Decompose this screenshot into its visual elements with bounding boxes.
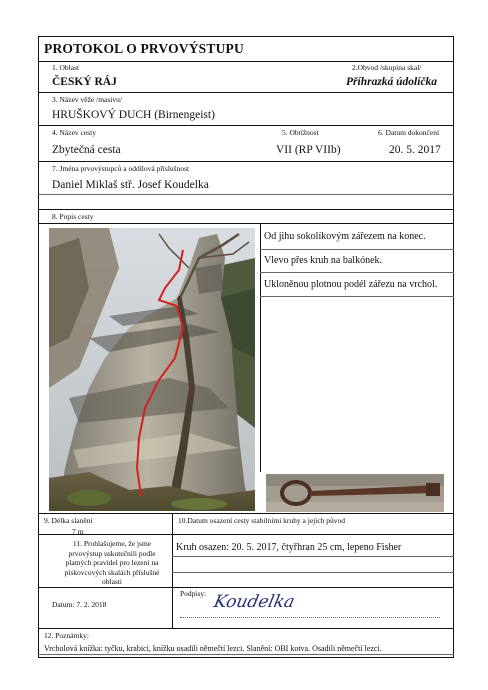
climbers-value: Daniel Miklaš stř. Josef Koudelka xyxy=(52,179,209,191)
difficulty-value: VII (RP VIIb) xyxy=(276,144,341,156)
date-completed-value: 20. 5. 2017 xyxy=(389,144,441,156)
district-label: 2.Obvod /skupina skal/ xyxy=(352,63,422,72)
description-line-1: Od jihu sokolíkovým zářezem na konec. xyxy=(264,231,426,242)
signature: Koudelka xyxy=(211,592,297,612)
description-line-2: Vlevo přes kruh na balkónek. xyxy=(264,255,383,266)
anchors-value: Kruh osazen: 20. 5. 2017, čtyřhran 25 cm, lepeno Fisher xyxy=(176,542,402,553)
district-value: Příhrazká údolíčka xyxy=(346,76,438,88)
remarks-label: 12. Poznámky: xyxy=(44,631,89,640)
climbers-label: 7. Jména prvovýstupců a oddílová příslušnost xyxy=(52,164,190,173)
difficulty-label: 5. Obtížnost xyxy=(282,128,319,137)
declaration-text: 11. Prohlašujeme, že jsme prvovýstup uskutečnili podle platných pravidel pro lezení na pískovcových skalách příslušné oblasti xyxy=(64,539,160,587)
area-label: 1. Oblast xyxy=(52,63,80,72)
rock-tower-photo xyxy=(49,228,255,511)
route-label: 4. Název cesty xyxy=(52,128,96,137)
tower-value: HRUŠKOVÝ DUCH (Birnengeist) xyxy=(52,109,215,121)
area-value: ČESKÝ RÁJ xyxy=(52,76,117,88)
route-value: Zbytečná cesta xyxy=(52,144,121,156)
document-title: PROTOKOL O PRVOVÝSTUPU xyxy=(44,41,244,56)
rappel-value: 7 m xyxy=(72,527,84,536)
description-line-3: Ukloněnou plotnou podél zářezu na vrchol. xyxy=(264,279,438,290)
signature-label: Podpisy: xyxy=(180,589,207,598)
remarks-value: Vrcholová knížka: tyčku, krabici, knížku osadili němečtí lezci. Slanění: OBI kotva. Osadili němečtí lezci. xyxy=(44,644,382,653)
ring-bolt-photo xyxy=(266,474,444,512)
date-signed: Datum: 7. 2. 2018 xyxy=(52,600,107,609)
date-completed-label: 6. Datum dokončení xyxy=(378,128,440,137)
anchors-label: 10.Datum osazení cesty stabilními kruhy a jejich původ xyxy=(178,516,346,525)
tower-label: 3. Název věže /masivu/ xyxy=(52,95,122,104)
rappel-label: 9. Délka slanění xyxy=(44,516,93,525)
description-label: 8. Popis cesty xyxy=(52,212,94,221)
